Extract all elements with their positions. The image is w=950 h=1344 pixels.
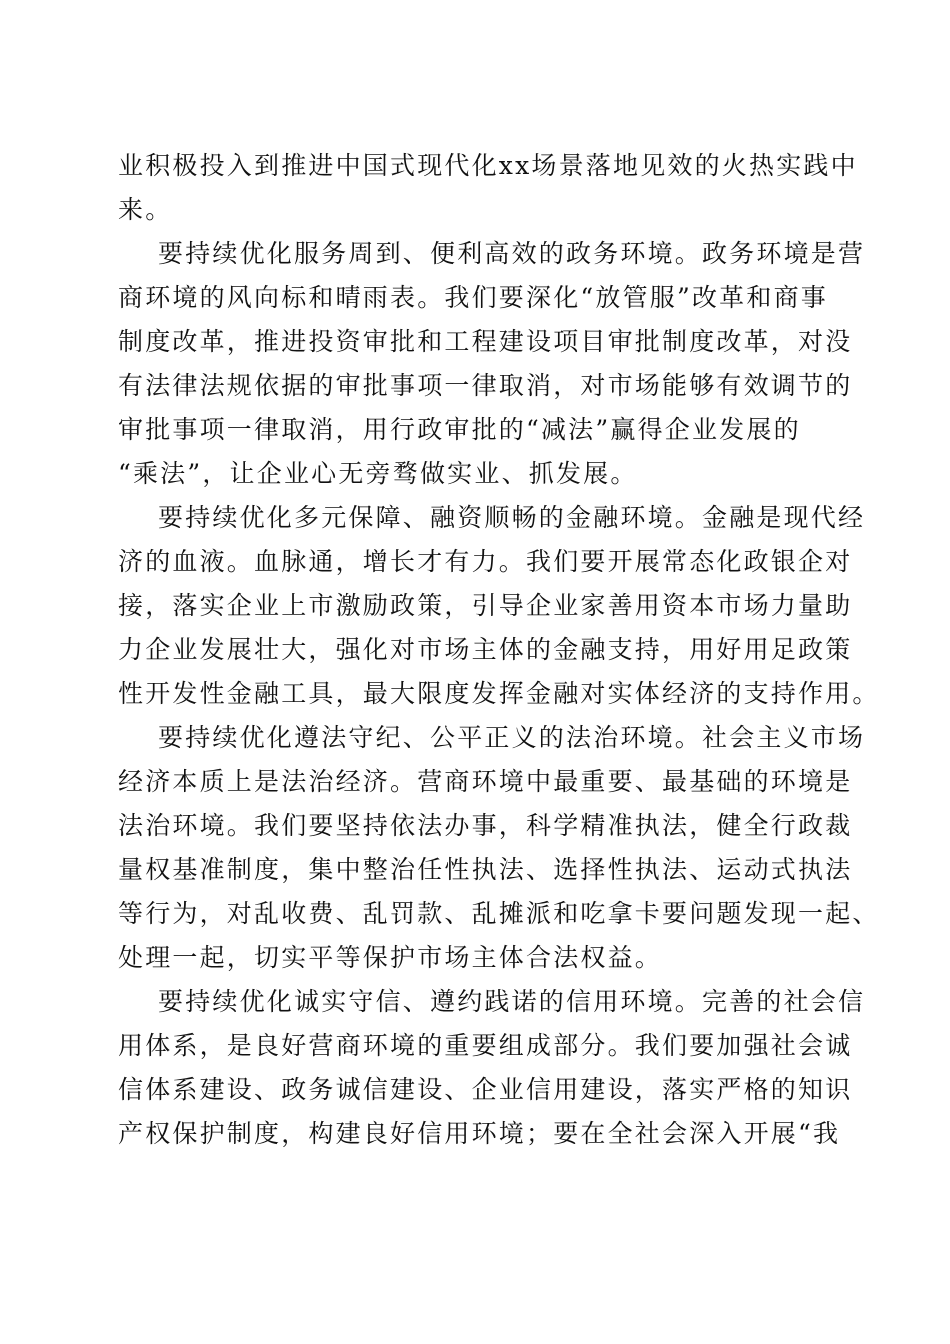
paragraph-first-line: 要持续优化服务周到、便利高效的政务环境。政务环境是营 <box>158 239 866 268</box>
text-line: 经济本质上是法治经济。营商环境中最重要、最基础的环境是 <box>118 767 853 796</box>
text-line: 审批事项一律取消，用行政审批的“减法”赢得企业发展的 <box>118 415 801 444</box>
text-line: 产权保护制度，构建良好信用环境；要在全社会深入开展“我 <box>118 1119 841 1148</box>
text-line: 来。 <box>118 195 173 224</box>
paragraph-first-line: 要持续优化遵法守纪、公平正义的法治环境。社会主义市场 <box>158 723 866 752</box>
text-line: 用体系，是良好营商环境的重要组成部分。我们要加强社会诚 <box>118 1031 853 1060</box>
text-line: 接，落实企业上市激励政策，引导企业家善用资本市场力量助 <box>118 591 853 620</box>
text-line: 力企业发展壮大，强化对市场主体的金融支持，用好用足政策 <box>118 635 853 664</box>
text-line: 商环境的风向标和晴雨表。我们要深化“放管服”改革和商事 <box>118 283 828 312</box>
text-line: 信体系建设、政务诚信建设、企业信用建设，落实严格的知识 <box>118 1075 853 1104</box>
paragraph-first-line: 要持续优化多元保障、融资顺畅的金融环境。金融是现代经 <box>158 503 866 532</box>
text-line: “乘法”，让企业心无旁骛做实业、抓发展。 <box>118 459 638 488</box>
text-line: 量权基准制度，集中整治任性执法、选择性执法、运动式执法 <box>118 855 853 884</box>
text-line: 等行为，对乱收费、乱罚款、乱摊派和吃拿卡要问题发现一起、 <box>118 899 880 928</box>
text-line: 济的血液。血脉通，增长才有力。我们要开展常态化政银企对 <box>118 547 853 576</box>
text-line: 处理一起，切实平等保护市场主体合法权益。 <box>118 943 663 972</box>
text-line: 法治环境。我们要坚持依法办事，科学精准执法，健全行政裁 <box>118 811 853 840</box>
text-line: 制度改革，推进投资审批和工程建设项目审批制度改革，对没 <box>118 327 853 356</box>
paragraph-first-line: 要持续优化诚实守信、遵约践诺的信用环境。完善的社会信 <box>158 987 866 1016</box>
text-line: 业积极投入到推进中国式现代化xx场景落地见效的火热实践中 <box>118 151 858 180</box>
text-line: 有法律法规依据的审批事项一律取消，对市场能够有效调节的 <box>118 371 853 400</box>
text-line: 性开发性金融工具，最大限度发挥金融对实体经济的支持作用。 <box>118 679 880 708</box>
